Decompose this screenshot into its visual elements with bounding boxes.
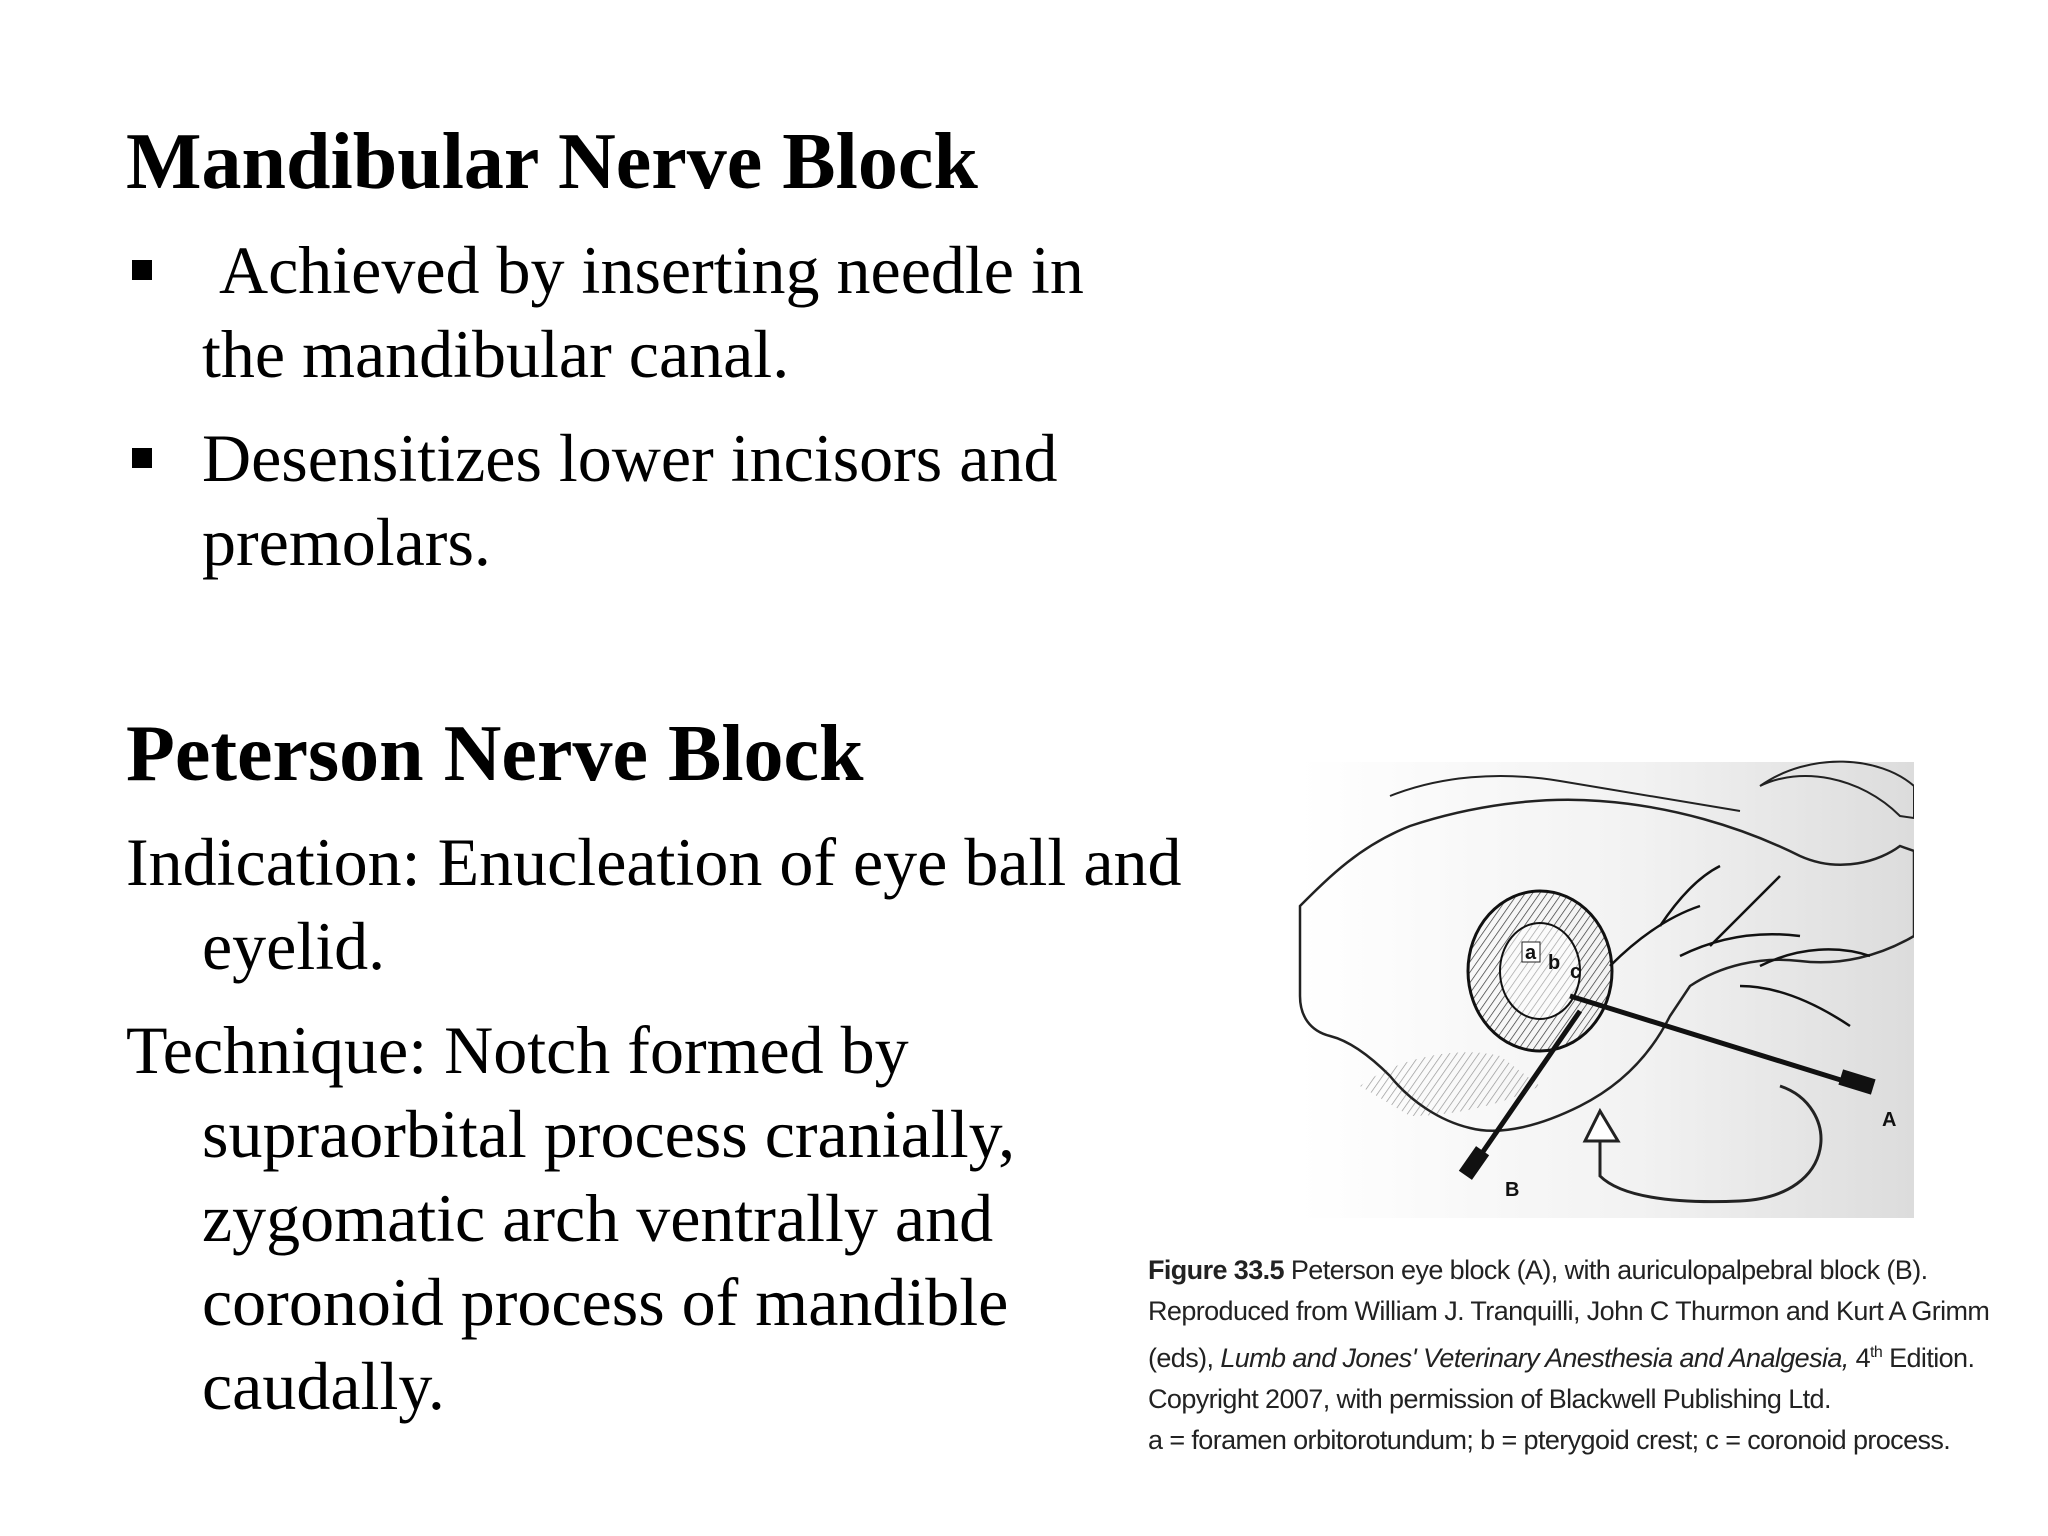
figure-label-needle-a: A bbox=[1882, 1109, 1897, 1131]
square-bullet-icon bbox=[132, 448, 152, 468]
indication-paragraph: Indication: Enucleation of eye ball and eyelid. bbox=[126, 824, 1182, 984]
figure-label-a: a bbox=[1525, 942, 1537, 964]
orbit-inner bbox=[1500, 923, 1580, 1019]
caption-line-3 bbox=[1148, 1332, 2018, 1379]
bullet-item bbox=[126, 228, 1136, 396]
caption-text: Peterson eye block (A), with auriculopalpebral block (B). bbox=[1290, 1255, 1928, 1285]
caption-line-2: Reproduced from William J. Tranquilli, John C Thurmon and Kurt A Grimm bbox=[1148, 1296, 1990, 1326]
figure-label-c: c bbox=[1570, 961, 1582, 983]
caption-text: Edition. bbox=[1889, 1343, 1975, 1373]
figure-caption bbox=[1148, 1250, 2018, 1461]
bullet-text: Desensitizes lower incisors and premolars. bbox=[202, 420, 1058, 580]
bullet-text: Achieved by inserting needle in the mandibular canal. bbox=[202, 232, 1101, 392]
square-bullet-icon bbox=[132, 260, 152, 280]
peterson-block-illustration bbox=[1240, 756, 1914, 1218]
technique-paragraph: Technique: Notch formed by supraorbital process cranially, zygomatic arch ventrally and coronoid process of mandible caudally. bbox=[126, 1012, 1016, 1424]
book-title: Lumb and Jones' Veterinary Anesthesia and Analgesia, bbox=[1220, 1343, 1849, 1373]
caption-text: (eds), bbox=[1148, 1343, 1214, 1373]
caption-line-1 bbox=[1148, 1250, 2018, 1291]
figure-label-b: b bbox=[1548, 952, 1561, 974]
figure-label-needle-b: B bbox=[1505, 1179, 1520, 1201]
heading-mandibular-nerve-block: Mandibular Nerve Block bbox=[126, 118, 978, 206]
bullet-item bbox=[126, 416, 1136, 584]
caption-line-5: a = foramen orbitorotundum; b = pterygoid crest; c = coronoid process. bbox=[1148, 1425, 1951, 1455]
figure-number: Figure 33.5 bbox=[1148, 1255, 1284, 1285]
caption-line-4: Copyright 2007, with permission of Blackwell Publishing Ltd. bbox=[1148, 1384, 1831, 1414]
edition-number: 4 bbox=[1855, 1343, 1871, 1373]
mandibular-bullet-list bbox=[126, 228, 1136, 604]
edition-superscript: th bbox=[1870, 1344, 1883, 1361]
heading-peterson-nerve-block: Peterson Nerve Block bbox=[126, 710, 864, 798]
